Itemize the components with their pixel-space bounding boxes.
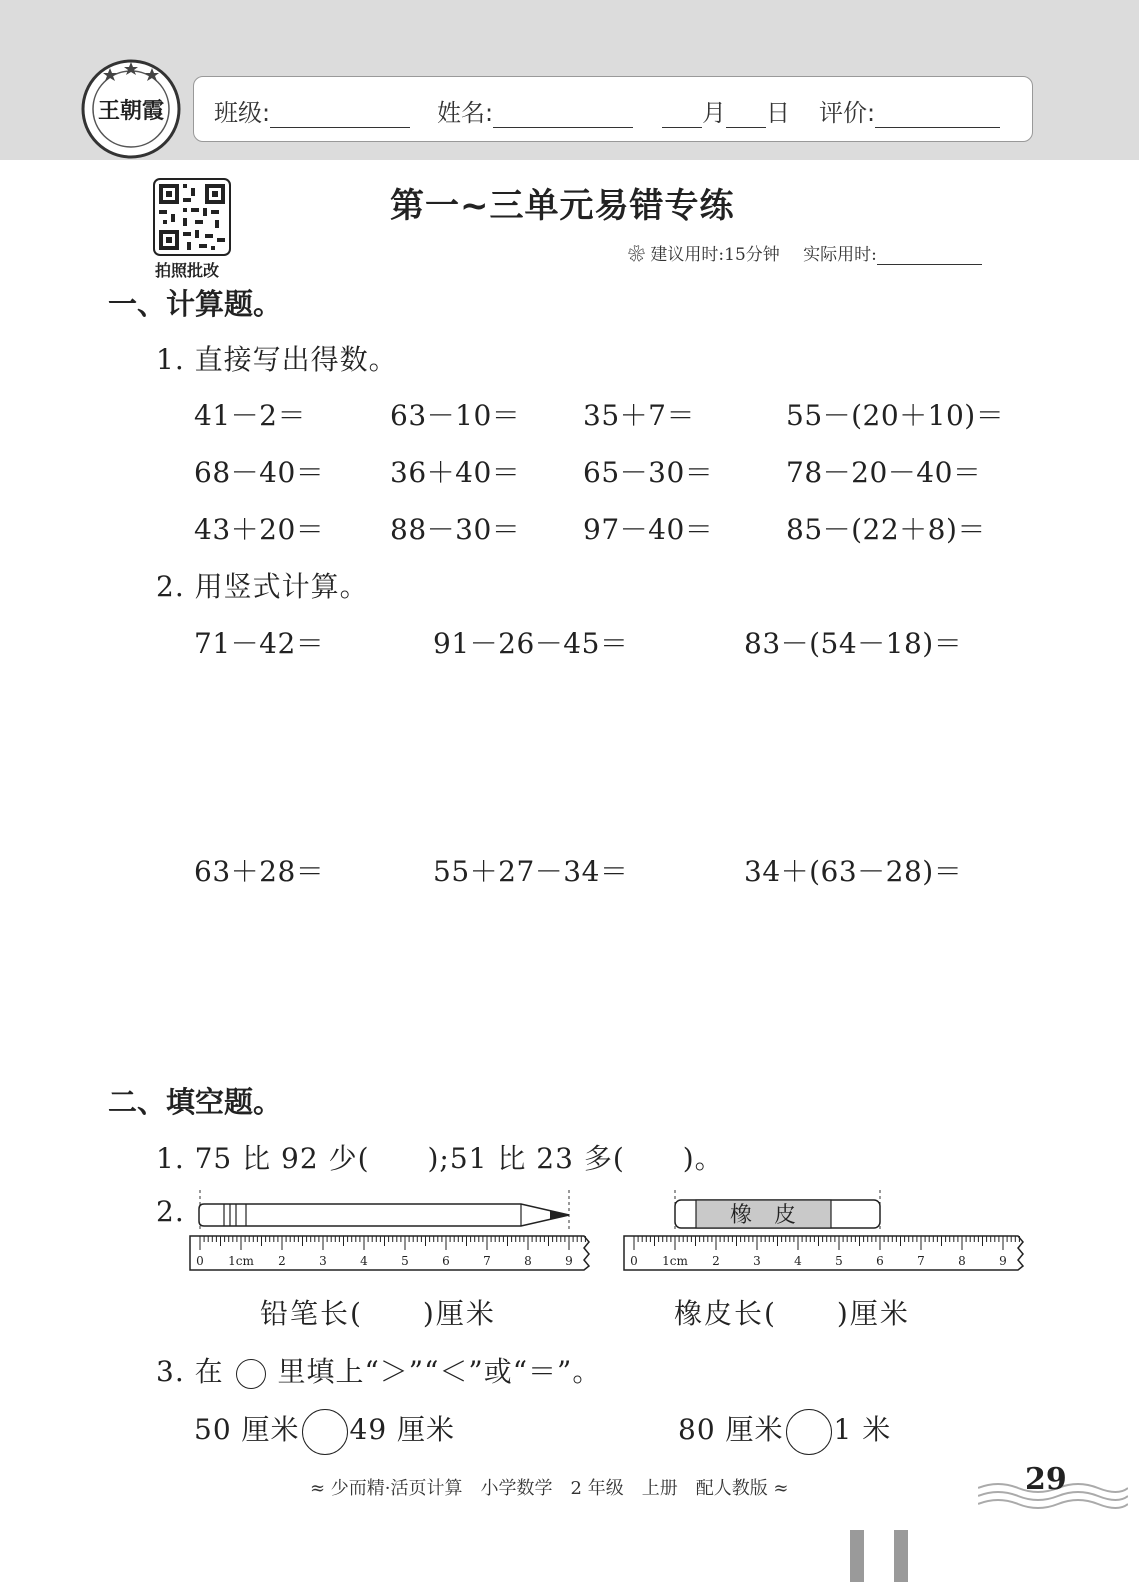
pencil-ruler-figure — [186, 1190, 596, 1274]
oral-exercise: 43＋20＝ — [194, 513, 325, 546]
compare-circle[interactable] — [302, 1409, 348, 1455]
ruler-tick-label: 5 — [401, 1254, 409, 1268]
ruler-tick-label: 5 — [835, 1254, 843, 1268]
oral-exercise: 78－20－40＝ — [786, 456, 982, 489]
ruler-tick-label: 4 — [794, 1254, 802, 1268]
ruler-tick-label: 8 — [958, 1254, 966, 1268]
oral-exercise: 97－40＝ — [583, 513, 714, 546]
oral-exercise: 63－10＝ — [390, 399, 521, 432]
vertical-exercise: 63＋28＝ — [194, 855, 325, 888]
ruler-tick-label: 0 — [196, 1254, 204, 1268]
vertical-exercise: 83－(54－18)＝ — [744, 627, 963, 660]
section1-heading: 一、计算题。 — [108, 287, 283, 321]
pencil-length-answer[interactable]: 铅笔长( )厘米 — [260, 1297, 496, 1330]
footer-text: ≈ 少而精·活页计算 小学数学 2 年级 上册 配人教版 ≈ — [310, 1478, 789, 1499]
date-field: 月 日 — [662, 93, 790, 128]
fill-q1: 1. 75 比 92 少( );51 比 23 多( )。 — [156, 1142, 724, 1175]
brand-logo-text: 王朝霞 — [97, 98, 165, 124]
student-info-box — [193, 76, 1033, 142]
vertical-exercise: 91－26－45＝ — [433, 627, 629, 660]
fill-q2-number: 2. — [156, 1195, 185, 1228]
eraser-icon — [675, 1200, 880, 1228]
ruler-tick-label: 1cm — [228, 1254, 254, 1268]
time-info — [628, 240, 982, 265]
oral-exercise: 35＋7＝ — [583, 399, 695, 432]
ruler-tick-label: 3 — [319, 1254, 327, 1268]
oral-exercise: 65－30＝ — [583, 456, 714, 489]
ruler-tick-label: 9 — [999, 1254, 1007, 1268]
eraser-ruler-figure — [620, 1190, 1030, 1274]
class-blank[interactable] — [270, 99, 410, 128]
oral-exercise: 85－(22＋8)＝ — [786, 513, 986, 546]
oral-exercise: 41－2＝ — [194, 399, 306, 432]
oral-exercise: 55－(20＋10)＝ — [786, 399, 1005, 432]
compare-circle[interactable] — [786, 1409, 832, 1455]
edge-marks — [850, 1530, 920, 1582]
ruler-tick-label: 6 — [876, 1254, 884, 1268]
vertical-exercise: 55＋27－34＝ — [433, 855, 629, 888]
day-blank[interactable] — [726, 99, 766, 128]
ruler-tick-label: 2 — [278, 1254, 286, 1268]
month-blank[interactable] — [662, 99, 702, 128]
eraser-length-answer[interactable]: 橡皮长( )厘米 — [674, 1297, 910, 1330]
ruler-tick-label: 0 — [630, 1254, 638, 1268]
oral-exercise: 88－30＝ — [390, 513, 521, 546]
actual-time-label: 实际用时: — [803, 245, 877, 265]
actual-time-blank[interactable] — [877, 244, 982, 265]
compare-item: 80 厘米 1 米 — [678, 1408, 891, 1455]
qr-caption: 拍照批改 — [155, 261, 220, 280]
compare-item: 50 厘米 49 厘米 — [194, 1408, 455, 1455]
oral-exercise: 68－40＝ — [194, 456, 325, 489]
fill-q3-prompt: 3. 在 里填上“＞”“＜”或“＝”。 — [156, 1355, 602, 1388]
q2-prompt: 2. 用竖式计算。 — [156, 570, 369, 603]
ruler-tick-label: 1cm — [662, 1254, 688, 1268]
oral-exercise: 36＋40＝ — [390, 456, 521, 489]
ruler-tick-label: 2 — [712, 1254, 720, 1268]
qr-code-icon[interactable] — [153, 178, 231, 256]
vertical-exercise: 34＋(63－28)＝ — [744, 855, 963, 888]
q1-prompt: 1. 直接写出得数。 — [156, 343, 398, 376]
eraser-label: 橡 皮 — [729, 1203, 797, 1228]
name-blank[interactable] — [493, 99, 633, 128]
ruler-tick-label: 3 — [753, 1254, 761, 1268]
name-label: 姓名: — [437, 93, 633, 128]
eval-blank[interactable] — [875, 99, 1000, 128]
ruler-tick-label: 6 — [442, 1254, 450, 1268]
pencil-icon — [199, 1204, 569, 1226]
page-title: 第一~三单元易错专练 — [390, 186, 735, 226]
ruler-tick-label: 7 — [917, 1254, 925, 1268]
vertical-exercise: 71－42＝ — [194, 627, 325, 660]
page-number: 29 — [1025, 1462, 1067, 1497]
section2-heading: 二、填空题。 — [108, 1085, 283, 1119]
circle-icon — [236, 1359, 266, 1389]
suggested-time: 建议用时:15分钟 — [650, 245, 780, 265]
ruler-tick-label: 8 — [524, 1254, 532, 1268]
ruler-tick-label: 7 — [483, 1254, 491, 1268]
class-label: 班级: — [214, 93, 410, 128]
ruler-tick-label: 4 — [360, 1254, 368, 1268]
eval-label: 评价: — [819, 93, 1000, 128]
ruler-tick-label: 9 — [565, 1254, 573, 1268]
flower-icon: ❀ — [628, 245, 645, 265]
brand-logo — [80, 58, 182, 160]
